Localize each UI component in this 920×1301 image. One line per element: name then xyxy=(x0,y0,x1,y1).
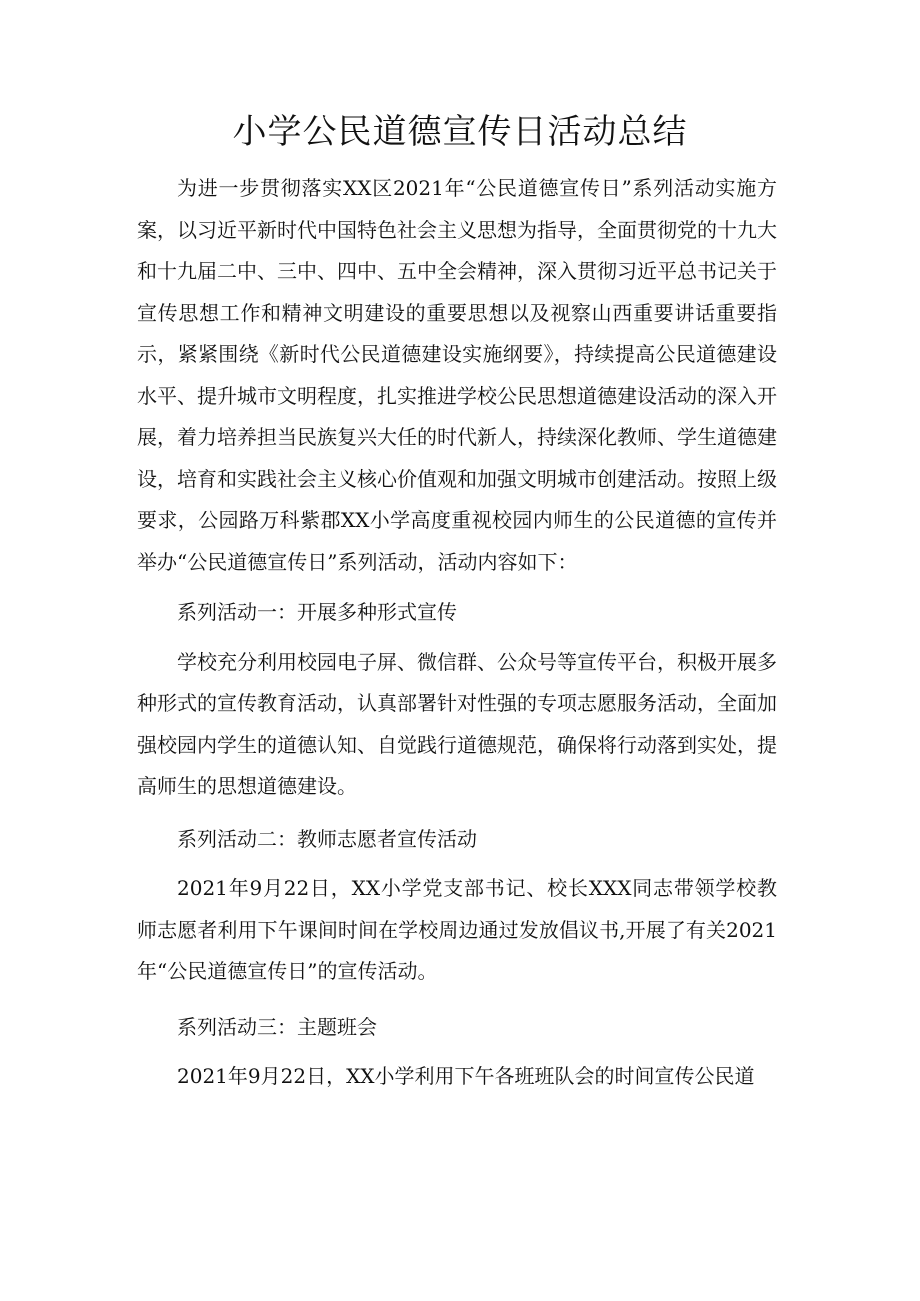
document-title: 小学公民道德宣传日活动总结 xyxy=(232,112,688,152)
intro-paragraph: 为进一步贯彻落实XX区2021年“公民道德宣传日”系列活动实施方案，以习近平新时代中国特色社会主义思想为指导，全面贯彻党的十九大和十九届二中、三中、四中、五中全会精神，深入贯彻习近平总书记关于宣传思想工作和精神文明建设的重要思想以及视察山西重要讲话重要指示，紧紧围绕《新时代公民道德建设实施纲要》，持续提高公民道德建设水平、提升城市文明程度，扎实推进学校公民思想道德建设活动的深入开展，着力培养担当民族复兴大任的时代新人，持续深化教师、学生道德建设，培育和实践社会主义核心价值观和加强文明城市创建活动。按照上级要求，公园路万科紫郡XX小学高度重视校园内师生的公民道德的宣传并举办“公民道德宣传日”系列活动，活动内容如下： xyxy=(137,176,777,574)
section-heading-1: 系列活动一：开展多种形式宣传 xyxy=(177,600,457,624)
section-heading-2: 系列活动二：教师志愿者宣传活动 xyxy=(177,826,477,851)
section-paragraph-1: 学校充分利用校园电子屏、微信群、公众号等宣传平台，积极开展多种形式的宣传教育活动，认真部署针对性强的专项志愿服务活动，全面加强校园内学生的道德认知、自觉践行道德规范，确保将行动落到实处，提高师生的思想道德建设。 xyxy=(137,649,777,798)
document-body xyxy=(137,168,777,1098)
section-paragraph-2: 2021年9月22日，XX小学党支部书记、校长XXX同志带领学校教师志愿者利用下午课间时间在学校周边通过发放倡议书,开展了有关2021年“公民道德宣传日”的宣传活动。 xyxy=(137,876,777,983)
section-heading-3: 系列活动三：主题班会 xyxy=(177,1014,377,1039)
section-paragraph-3: 2021年9月22日，XX小学利用下午各班班队会的时间宣传公民道 xyxy=(177,1064,755,1088)
